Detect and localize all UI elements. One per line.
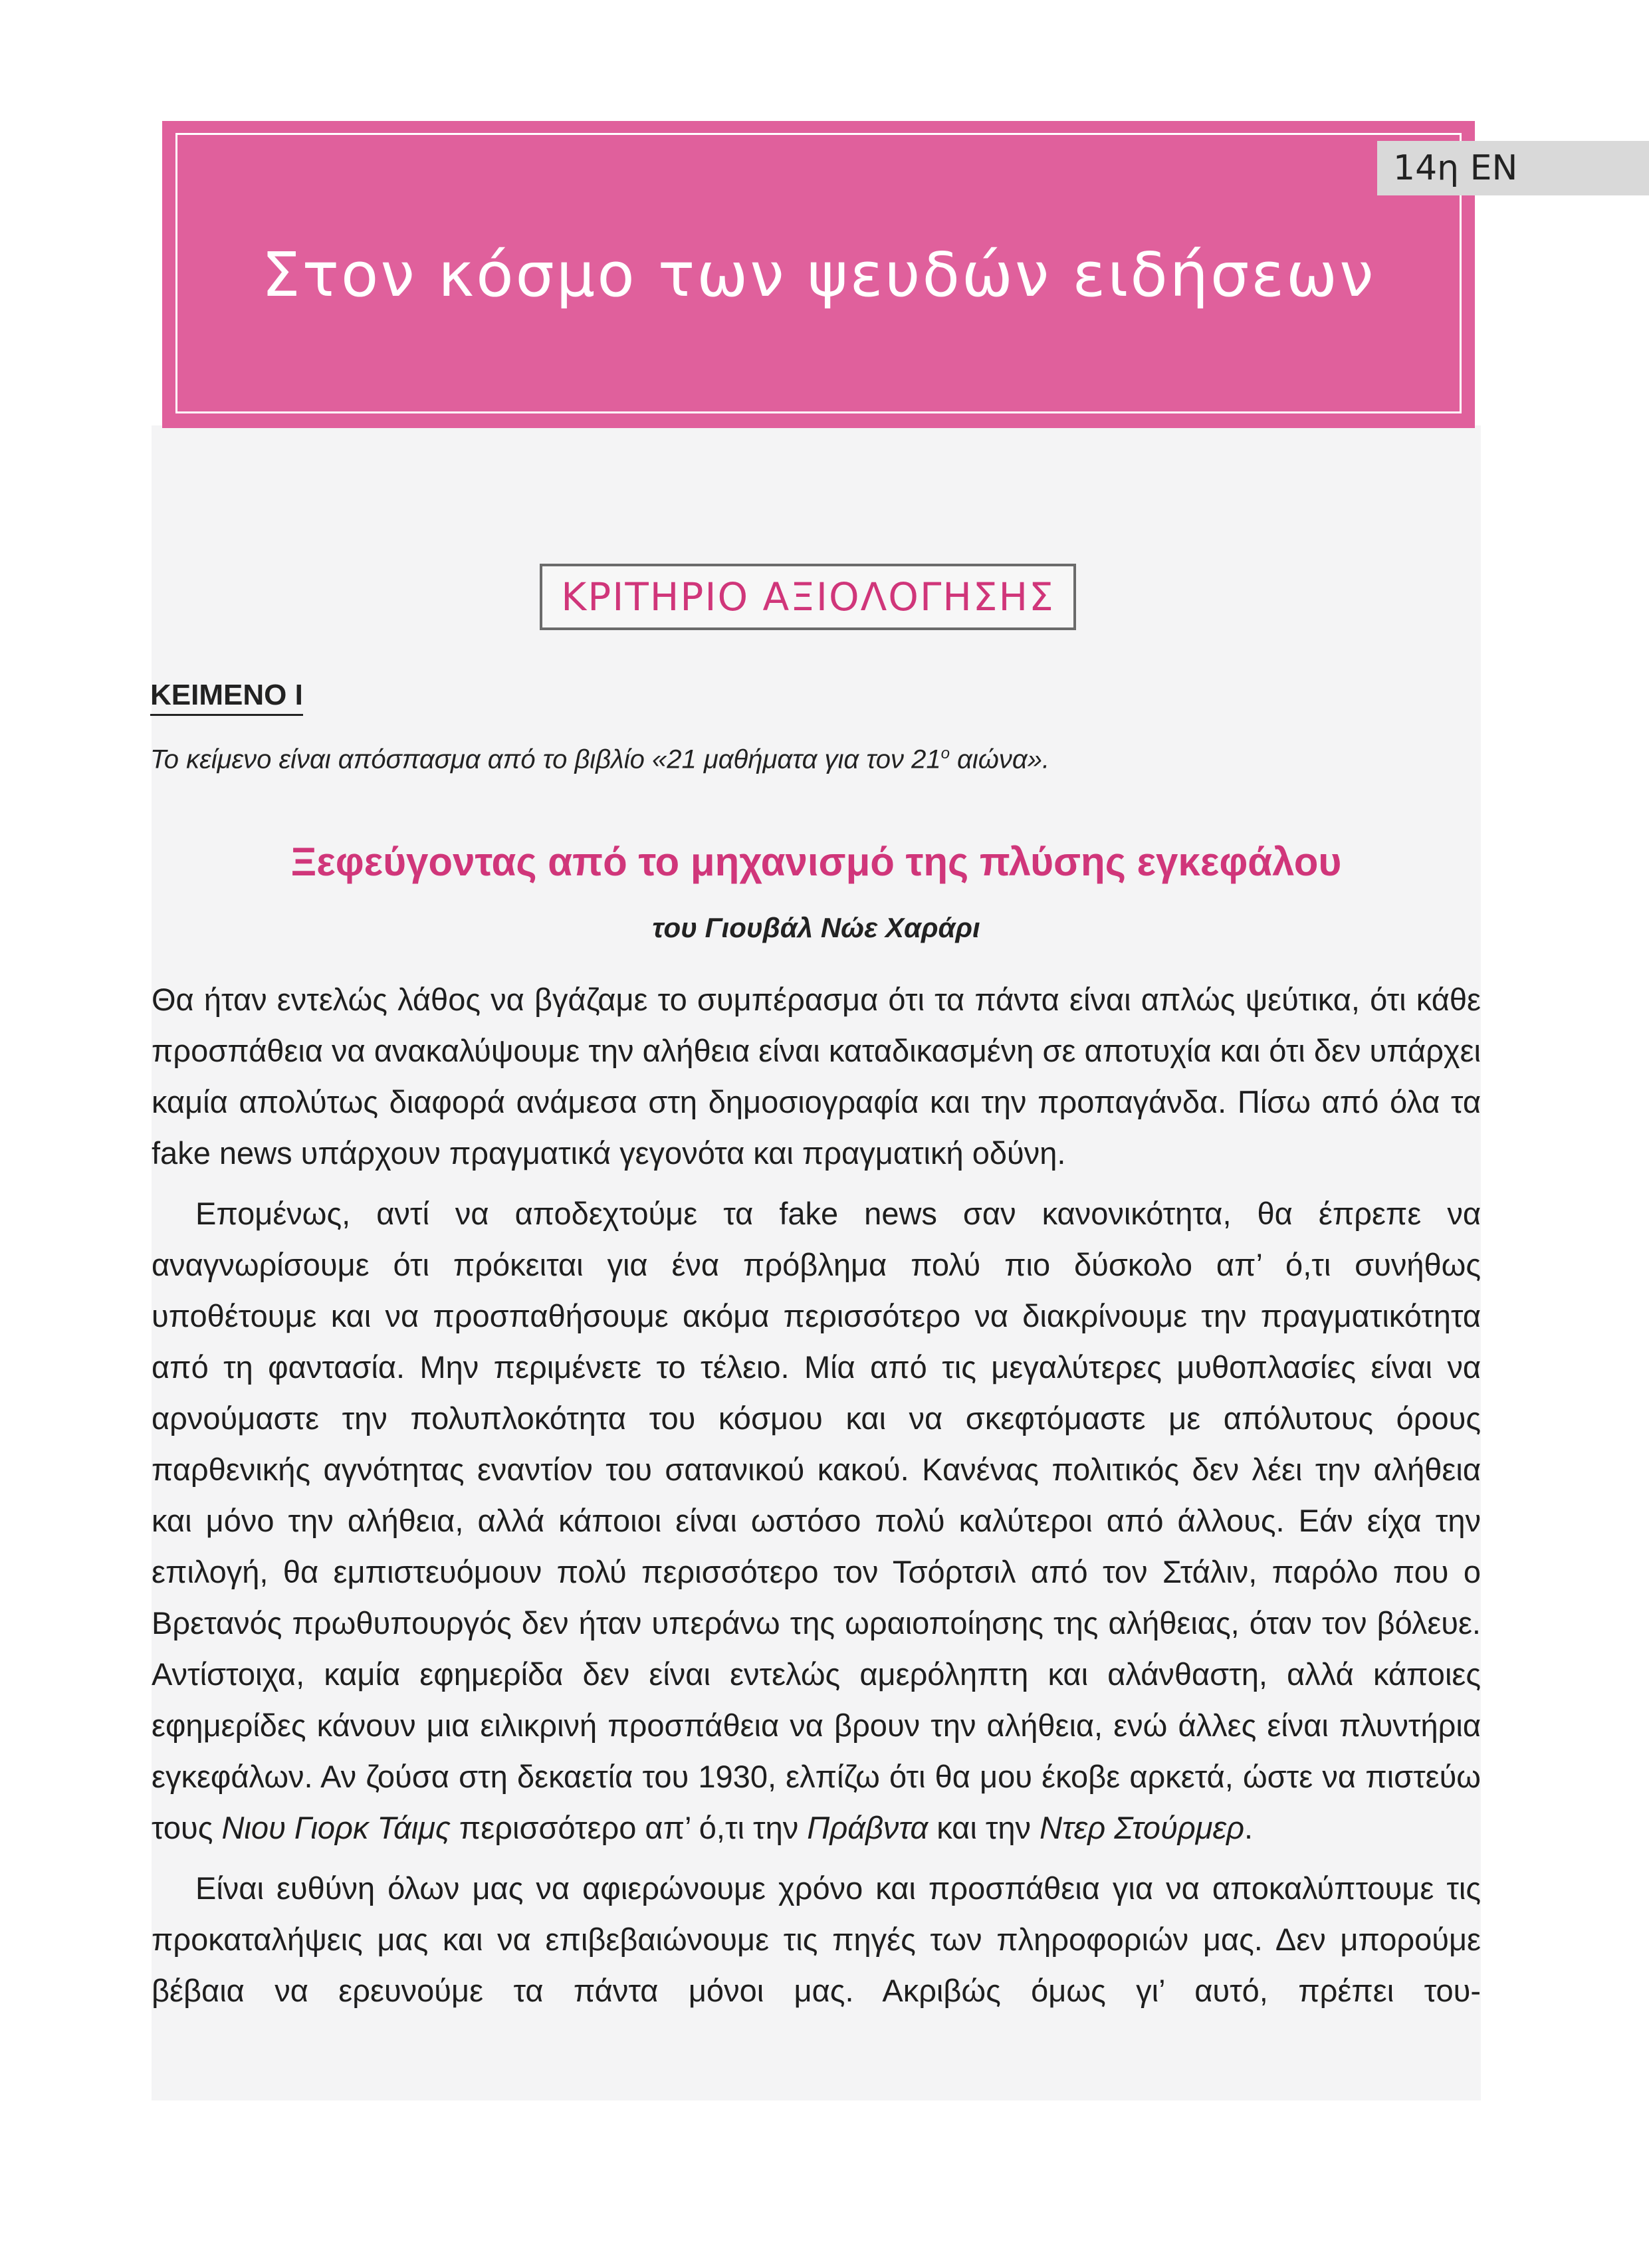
newspaper-name: Ντερ Στούρμερ <box>1040 1810 1245 1845</box>
criterion-label: ΚΡΙΤΗΡΙΟ ΑΞΙΟΛΟΓΗΣΗΣ <box>561 574 1055 620</box>
paragraph-3: Είναι ευθύνη όλων μας να αφιερώνουμε χρόνο και προσπάθεια για να αποκαλύπτουμε τις προκαταλήψεις μας και να επιβεβαιώνουμε τις πηγές των πληροφοριών μας. Δεν μπορούμε βέβαια να ερευνούμε τα πάντα μόνοι μας. Ακριβώς όμως γι’ αυτό, πρέπει του- <box>152 1871 1481 2008</box>
article-title: Ξεφεύγοντας από το μηχανισμό της πλύσης εγκεφάλου <box>290 840 1342 884</box>
newspaper-name: Νιου Γιορκ Τάιμς <box>221 1810 451 1845</box>
paragraph-2-mid: περισσότερο απ’ ό,τι την <box>450 1810 808 1845</box>
intro-superscript: ο <box>940 744 950 762</box>
newspaper-name: Πράβντα <box>807 1810 929 1845</box>
paragraph-2-and: και την <box>928 1810 1040 1845</box>
paragraph-2-end: . <box>1244 1810 1254 1845</box>
article-body <box>152 974 1481 2016</box>
paragraph-1: Θα ήταν εντελώς λάθος να βγάζαμε το συμπέρασμα ότι τα πάντα είναι απλώς ψεύτικα, ότι κάθε προσπάθεια να ανακαλύψουμε την αλήθεια είναι καταδικασμένη σε αποτυχία και ότι δεν υπάρχει καμία απολύτως διαφορά ανάμεσα στη δημοσιογραφία και την προπαγάνδα. Πίσω από όλα τα fake news υπάρχουν πραγματικά γεγονότα και πραγματική οδύνη. <box>152 982 1481 1171</box>
chapter-tab: 14η ΕΝ <box>1377 141 1649 195</box>
page-title: Στον κόσμο των ψευδών ειδήσεων <box>261 239 1376 310</box>
intro-text-end: αιώνα». <box>949 744 1050 774</box>
intro-text: Το κείμενο είναι απόσπασμα από το βιβλίο «21 μαθήματα για τον 21 <box>150 744 941 774</box>
intro-note <box>150 744 1480 774</box>
page-margin <box>0 2100 1649 2268</box>
criterion-box <box>540 564 1076 630</box>
article-author: του Γιουβάλ Νώε Χαράρι <box>652 912 980 943</box>
paragraph-2-text: Επομένως, αντί να αποδεχτούμε τα fake news σαν κανονικότητα, θα έπρεπε να αναγνωρίσουμε ότι πρόκειται για ένα πρόβλημα πολύ πιο δύσκολο απ’ ό,τι συνήθως υποθέτουμε και να προσπαθήσουμε ακόμα περισσότερο να διακρίνουμε την πραγματικότητα από τη φαντασία. Μην περιμένετε το τέλειο. Μία από τις μεγαλύτερες μυθοπλασίες είναι να αρνούμαστε την πολυπλοκότητα του κόσμου και να σκεφτόμαστε με απόλυτους όρους παρθενικής αγνότητας εναντίον του σατανικού κακού. Κανένας πολιτικός δεν λέει την αλήθεια και μόνο την αλήθεια, αλλά κάποιοι είναι ωστόσο πολύ καλύτεροι από άλλους. Εάν είχα την επιλογή, θα εμπιστευόμουν πολύ περισσότερο τον Τσόρτσιλ από τον Στάλιν, παρόλο που ο Βρετανός πρωθυπουργός δεν ήταν υπεράνω της ωραιοποίησης της αλήθειας, όταν τον βόλευε. Αντίστοιχα, καμία εφημερίδα δεν είναι εντελώς αμερόληπτη και αλάνθαστη, αλλά κάποιες εφημερίδες κάνουν μια ειλικρινή προσπάθεια να βρουν την αλήθεια, ενώ άλλες είναι πλυντήρια εγκεφάλων. Αν ζούσα στη δεκαετία του 1930, ελπίζω ότι θα μου έκοβε αρκετά, ώστε να πιστεύω τους <box>152 1196 1481 1845</box>
paragraph-2 <box>152 1188 1481 1853</box>
section-label: ΚΕΙΜΕΝΟ Ι <box>150 677 303 716</box>
